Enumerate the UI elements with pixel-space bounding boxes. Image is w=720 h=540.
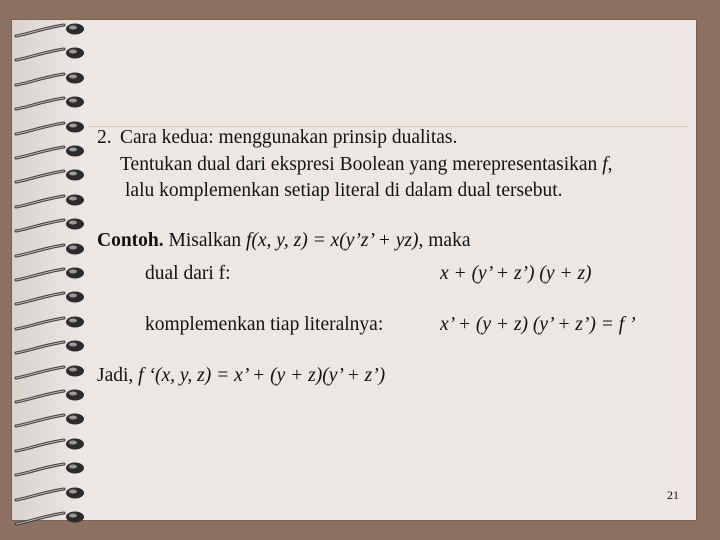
example-text-a: Misalkan — [163, 230, 246, 251]
spiral-ring — [14, 69, 84, 91]
complement-expression: x’ + (y + z) (y’ + z’) = f ’ — [440, 314, 636, 335]
spiral-ring — [14, 459, 84, 481]
dual-expression: x + (y’ + z’) (y + z) — [440, 263, 592, 284]
spiral-ring — [14, 166, 84, 188]
point-number: 2. — [97, 127, 112, 148]
example-label: Contoh. — [97, 230, 164, 251]
example-expression: f(x, y, z) = x(y’z’ + yz) — [245, 230, 419, 251]
spiral-ring — [14, 118, 84, 140]
spiral-ring — [14, 386, 84, 408]
spiral-ring — [14, 215, 84, 237]
spiral-ring — [14, 337, 84, 359]
spiral-ring — [14, 44, 84, 66]
spiral-ring — [14, 240, 84, 262]
spiral-ring — [14, 93, 84, 115]
example-line — [97, 231, 470, 251]
conclusion-label: Jadi, — [97, 365, 139, 386]
conclusion-expression: f ‘(x, y, z) = x’ + (y + z)(y’ + z’) — [138, 365, 386, 386]
page-number: 21 — [667, 488, 679, 502]
spiral-ring — [14, 264, 84, 286]
spiral-ring — [14, 288, 84, 310]
spiral-ring — [14, 191, 84, 213]
conclusion-line — [97, 366, 385, 386]
notebook-page — [12, 20, 696, 520]
example-text-b: , maka — [418, 230, 471, 251]
point-line-3: lalu komplemenkan setiap literal di dalam dual tersebut. — [125, 180, 563, 201]
point-line-2 — [120, 155, 612, 175]
spiral-ring — [14, 508, 84, 530]
spiral-ring — [14, 484, 84, 506]
spiral-ring — [14, 410, 84, 432]
point-line-2-f: f — [602, 154, 608, 175]
dual-label: dual dari f: — [145, 263, 231, 284]
point-line-2-comma: , — [607, 154, 613, 175]
spiral-ring — [14, 142, 84, 164]
point-line-1: Cara kedua: menggunakan prinsip dualitas. — [120, 127, 458, 148]
spiral-ring — [14, 362, 84, 384]
complement-label: komplemenkan tiap literalnya: — [145, 314, 384, 335]
spiral-ring — [14, 435, 84, 457]
spiral-binding — [0, 0, 90, 540]
spiral-ring — [14, 20, 84, 42]
point-line-2-text: Tentukan dual dari ekspresi Boolean yang merepresentasikan — [120, 154, 603, 175]
spiral-ring — [14, 313, 84, 335]
